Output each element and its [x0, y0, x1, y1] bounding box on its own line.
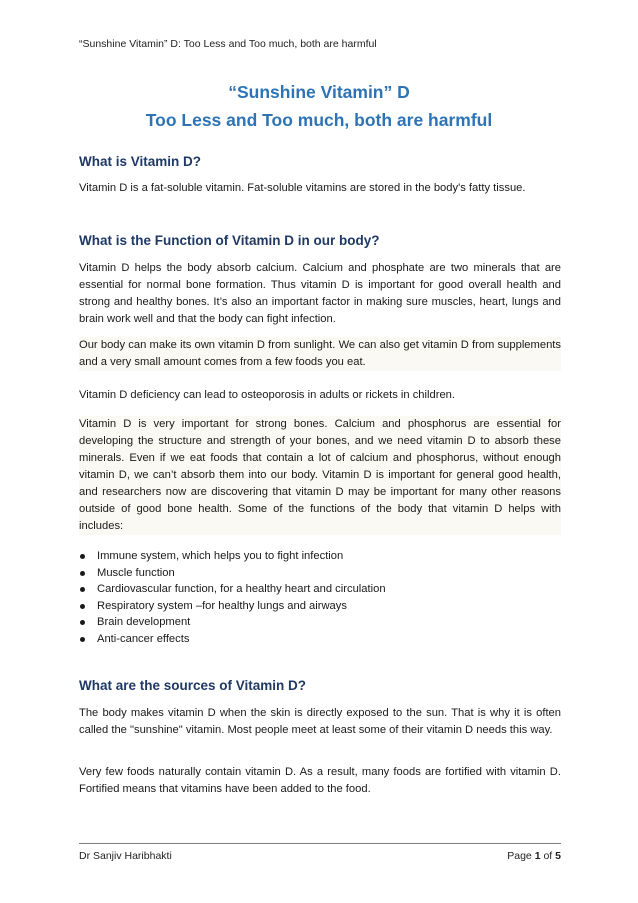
footer-author: Dr Sanjiv Haribhakti [79, 850, 172, 862]
bullet-icon [80, 571, 85, 576]
page-current: 1 [534, 850, 541, 862]
list-item: Respiratory system –for healthy lungs and airways [79, 598, 561, 615]
page-number: Page 1 of 5 [507, 850, 561, 862]
bullet-icon [80, 587, 85, 592]
running-header: “Sunshine Vitamin” D: Too Less and Too much, both are harmful [79, 38, 377, 50]
list-item: Cardiovascular function, for a healthy heart and circulation [79, 581, 561, 598]
page-total: 5 [555, 850, 561, 862]
bullet-icon [80, 637, 85, 642]
section-heading-sources: What are the sources of Vitamin D? [79, 678, 307, 693]
bullet-icon [80, 604, 85, 609]
bullet-icon [80, 554, 85, 559]
document-title [0, 80, 638, 132]
paragraph: Very few foods naturally contain vitamin D. As a result, many foods are fortified with vitamin D. Fortified means that vitamins have been added to the food. [79, 766, 561, 795]
title-line-2: Too Less and Too much, both are harmful [145, 110, 493, 130]
list-item: Immune system, which helps you to fight infection [79, 548, 561, 565]
title-line-1: “Sunshine Vitamin” D [228, 82, 410, 102]
list-item: Brain development [79, 614, 561, 631]
paragraph: Our body can make its own vitamin D from sunlight. We can also get vitamin D from supplements and a very small amount comes from a few foods you eat. [79, 337, 561, 371]
paragraph: The body makes vitamin D when the skin is directly exposed to the sun. That is why it is often called the "sunshine" vitamin. Most people meet at least some of their vitamin D needs this way. [79, 707, 561, 736]
bullet-icon [80, 620, 85, 625]
functions-bullet-list [79, 548, 561, 648]
section-heading-function: What is the Function of Vitamin D in our body? [79, 233, 380, 248]
list-item: Anti-cancer effects [79, 631, 561, 648]
footer-divider [79, 843, 561, 844]
paragraph: Vitamin D is very important for strong bones. Calcium and phosphorus are essential for developing the structure and strength of your bones, and we need vitamin D to absorb these minerals. Even if we eat foods that contain a lot of calcium and phosphorus, without enough vitamin D, we can’t absorb them into our body. Vitamin D is important for general good health, and researchers now are discovering that vitamin D may be important for many other reasons outside of good bone health. Some of the functions of the body that vitamin D helps with includes: [79, 416, 561, 535]
paragraph: Vitamin D helps the body absorb calcium. Calcium and phosphate are two minerals that are essential for normal bone formation. Thus vitamin D is important for good overall health and strong and healthy bones. It’s also an important factor in making sure muscles, heart, lungs and brain work well and that the body can fight infection. [79, 262, 561, 325]
list-item: Muscle function [79, 565, 561, 582]
paragraph: Vitamin D deficiency can lead to osteoporosis in adults or rickets in children. [79, 389, 456, 401]
section-heading-what-is-vitamin-d: What is Vitamin D? [79, 154, 202, 169]
paragraph: Vitamin D is a fat-soluble vitamin. Fat-soluble vitamins are stored in the body's fatty tissue. [79, 182, 526, 194]
